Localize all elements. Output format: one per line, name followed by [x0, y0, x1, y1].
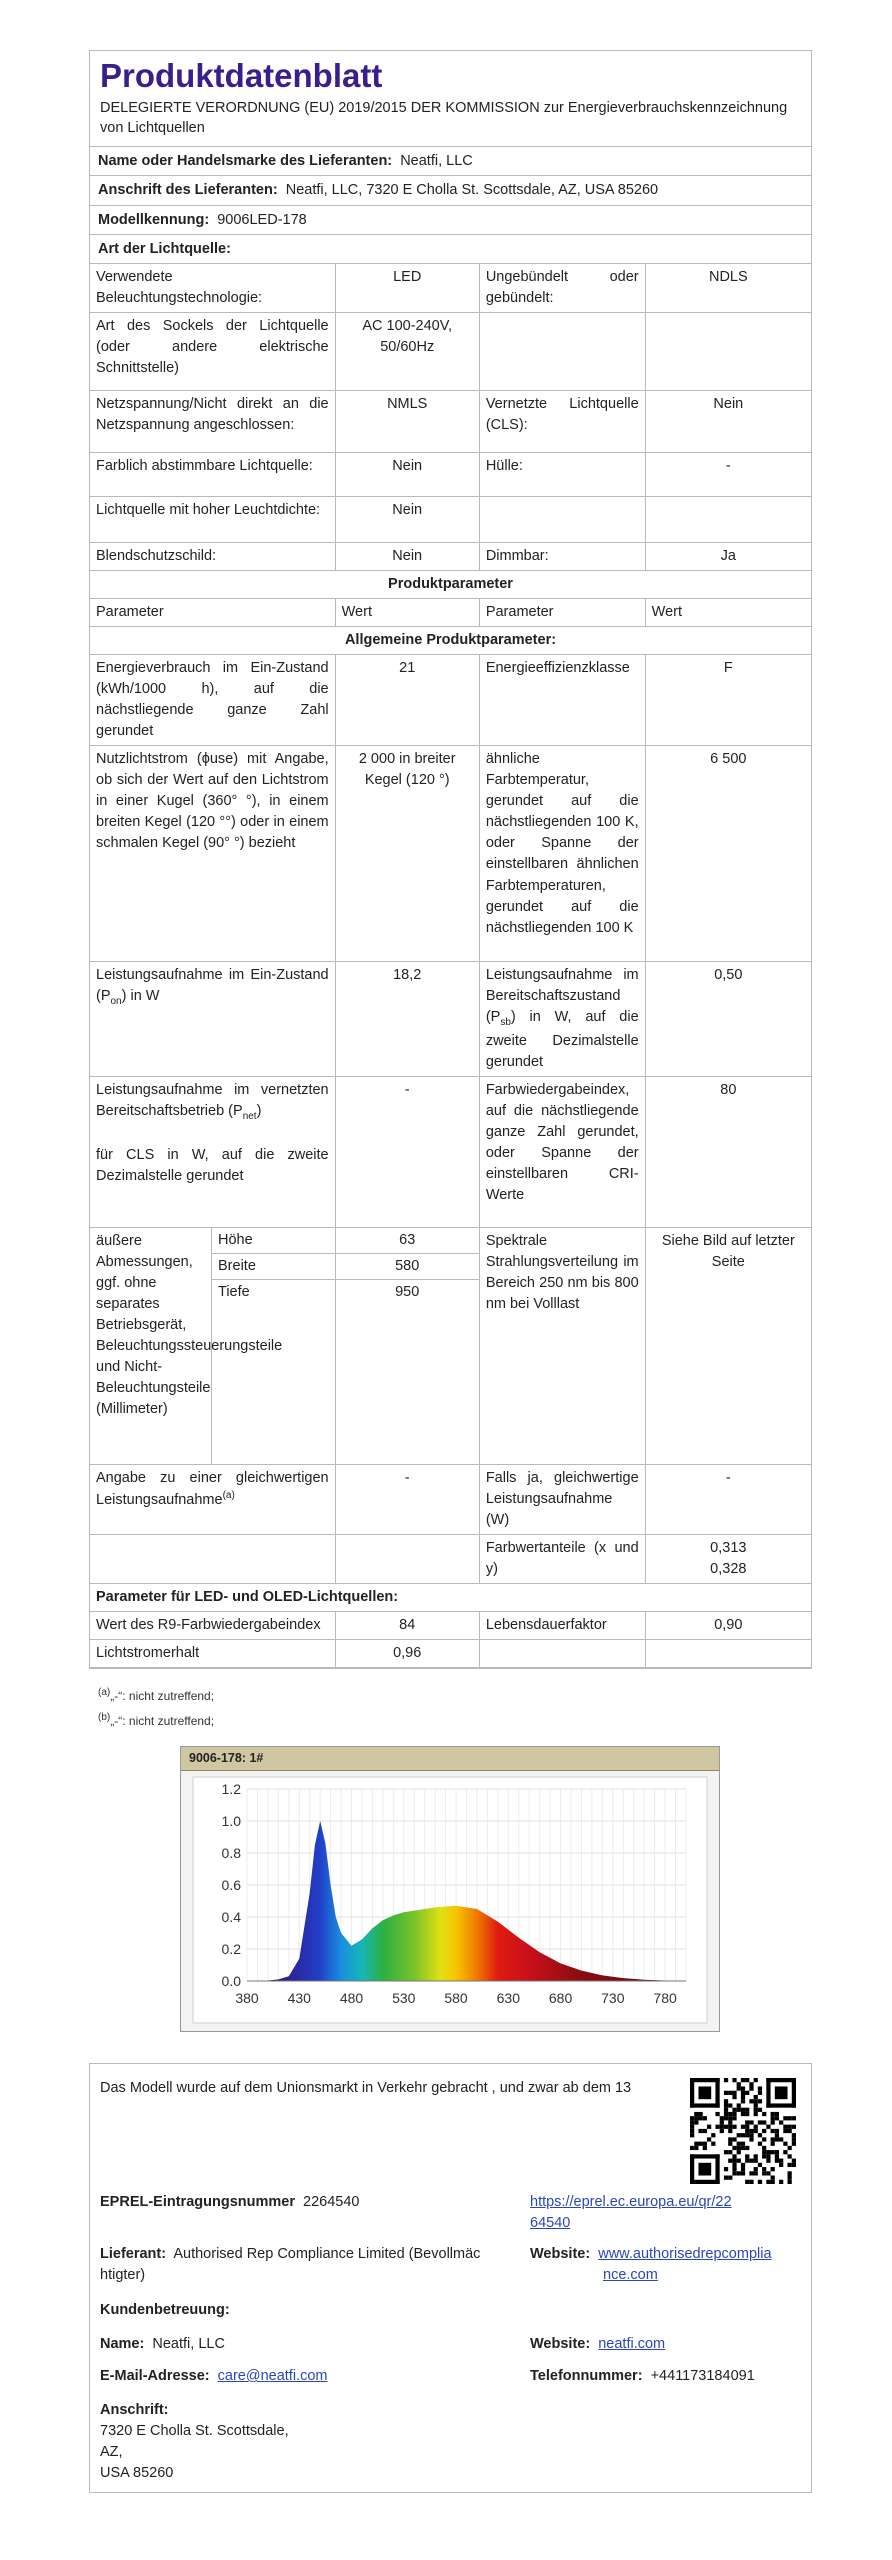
param-label: Nutzlichtstrom (ϕuse) mit Angabe, ob sich der Wert auf den Lichtstrom in einer Kugel (360° °), in einem breiten Kegel (120 °°) oder in einem schmalen Kegel (90° °) bezieht [90, 746, 335, 962]
supplier-address-label: Anschrift des Lieferanten: [98, 182, 278, 199]
footnote: $^{(b)}$„-“: nicht zutreffend; [98, 1711, 215, 1728]
param-value: - [645, 1464, 811, 1534]
col-header-param: Parameter [90, 599, 335, 627]
param-label: Ungebündelt oder gebündelt: [479, 264, 645, 313]
param-value: 80 [645, 1076, 811, 1227]
supplier-name-value: Neatfi, LLC [400, 153, 473, 170]
general-params-heading: Allgemeine Produktparameter: [90, 627, 811, 655]
param-label: Lebensdauerfaktor [479, 1611, 645, 1639]
param-label: Energieeffizienzklasse [479, 655, 645, 746]
y-tick-label: 0.0 [221, 1973, 241, 1989]
table-row [90, 1534, 811, 1583]
service-phone: Telefonnummer: +441173184091 [530, 2368, 755, 2384]
eprel-line: EPREL-Eintragungsnummer 2264540 [100, 2194, 360, 2210]
service-website: Website: neatfi.com [530, 2336, 666, 2352]
param-value: NDLS [645, 264, 811, 313]
page-title: Produktdatenblatt [100, 57, 383, 94]
param-value: 0,90 [645, 1611, 811, 1639]
param-value: - [335, 1076, 479, 1227]
param-value: Nein [335, 497, 479, 543]
supplier-name-line [90, 147, 811, 176]
param-value: - [335, 1464, 479, 1534]
param-label: Farbwiedergabeindex, auf die nächstliegende ganze Zahl gerundet, oder Spanne der einstellbaren CRI-Werte [479, 1076, 645, 1227]
depth-label: Tiefe [218, 1283, 250, 1300]
spec-table [90, 264, 811, 1668]
param-value: 6 500 [645, 746, 811, 962]
eprel-footer [89, 2063, 812, 2493]
param-label [479, 313, 645, 391]
table-row [90, 1639, 811, 1667]
supplier-address-line [90, 176, 811, 205]
width-value: 580 [336, 1254, 479, 1280]
x-tick-label: 430 [287, 1990, 311, 2006]
col-header-param: Parameter [479, 599, 645, 627]
param-value [645, 1639, 811, 1667]
qr-code[interactable] [690, 2078, 796, 2184]
service-email: E-Mail-Adresse: care@neatfi.com [100, 2368, 328, 2384]
service-heading: Kundenbetreuung: [100, 2302, 230, 2318]
param-value: LED [335, 264, 479, 313]
param-label: Farblich abstimmbare Lichtquelle: [90, 453, 335, 497]
dimensions-cell [90, 1227, 335, 1464]
param-value: 2 000 in breiter Kegel (120 °) [335, 746, 479, 962]
param-value: NMLS [335, 391, 479, 453]
model-value: 9006LED-178 [217, 211, 307, 228]
table-row [90, 391, 811, 453]
x-tick-label: 380 [235, 1990, 259, 2006]
table-row [90, 1227, 811, 1464]
param-label: Vernetzte Lichtquelle (CLS): [479, 391, 645, 453]
chart-caption: 9006-178: 1# [181, 1747, 719, 1771]
type-heading-text: Art der Lichtquelle: [98, 240, 231, 257]
param-label: Energieverbrauch im Ein-Zustand (kWh/1000 h), auf die nächstliegende ganze Zahl gerundet [90, 655, 335, 746]
x-tick-label: 630 [496, 1990, 520, 2006]
table-row [90, 746, 811, 962]
param-label: Netzspannung/Nicht direkt an die Netzspannung angeschlossen: [90, 391, 335, 453]
regulation-subtitle: DELEGIERTE VERORDNUNG (EU) 2019/2015 DER KOMMISSION zur Energieverbrauchskennzeichnung von Lichtquellen [100, 99, 788, 136]
y-tick-label: 1.2 [221, 1781, 241, 1797]
x-tick-label: 730 [601, 1990, 625, 2006]
dimensions-values [335, 1227, 479, 1464]
product-params-heading: Produktparameter [90, 571, 811, 599]
light-source-type-heading [90, 235, 811, 264]
param-label: Wert des R9-Farbwiedergabeindex [90, 1611, 335, 1639]
y-tick-label: 1.0 [221, 1813, 241, 1829]
param-value: Nein [335, 543, 479, 571]
supplier-line: Lieferant: Authorised Rep Compliance Limited (Bevollmäc htigter) [100, 2246, 481, 2284]
y-tick-label: 0.2 [221, 1941, 241, 1957]
param-label: Art des Sockels der Lichtquelle (oder andere elektrische Schnittstelle) [90, 313, 335, 391]
service-address: Anschrift: 7320 E Cholla St. Scottsdale, AZ, USA 85260 [100, 2402, 289, 2482]
param-label: Dimmbar: [479, 543, 645, 571]
x-tick-label: 580 [444, 1990, 468, 2006]
table-row [90, 1464, 811, 1534]
param-value: Nein [335, 453, 479, 497]
x-tick-label: 480 [339, 1990, 364, 2006]
y-tick-label: 0.4 [221, 1909, 241, 1925]
param-value: 84 [335, 1611, 479, 1639]
param-label: Angabe zu einer gleichwertigen Leistungsaufnahme$^{(a)}$ [90, 1464, 335, 1534]
service-name: Name: Neatfi, LLC [100, 2336, 225, 2352]
market-text: Das Modell wurde auf dem Unionsmarkt in Verkehr gebracht , und zwar ab dem 13 [100, 2080, 632, 2096]
param-label: Verwendete Beleuchtungstechnologie: [90, 264, 335, 313]
table-row [90, 453, 811, 497]
led-params-heading: Parameter für LED- und OLED-Lichtquellen: [90, 1583, 811, 1611]
model-line [90, 206, 811, 235]
param-value: AC 100-240V, 50/60Hz [335, 313, 479, 391]
param-value: 18,2 [335, 962, 479, 1076]
param-value [645, 313, 811, 391]
model-label: Modellkennung: [98, 211, 210, 228]
dimensions-label: äußere Abmessungen, ggf. ohne separates Betriebsgerät, Beleuchtungssteuerungsteile und Nicht-Beleuchtungsteile (Millimeter) [90, 1228, 212, 1464]
param-value: Ja [645, 543, 811, 571]
param-label: Spektrale Strahlungsverteilung im Bereich 250 nm bis 800 nm bei Volllast [479, 1227, 645, 1464]
param-value: Nein [645, 391, 811, 453]
table-row [90, 655, 811, 746]
table-row [90, 1076, 811, 1227]
param-label: Farbwertanteile (x und y) [479, 1534, 645, 1583]
footnote: $^{(a)}$„-“: nicht zutreffend; [98, 1687, 215, 1703]
param-label [479, 497, 645, 543]
table-row [90, 962, 811, 1076]
col-header-value: Wert [335, 599, 479, 627]
product-datasheet [89, 50, 812, 1669]
param-label: Lichtstromerhalt [90, 1639, 335, 1667]
table-row [90, 497, 811, 543]
x-tick-label: 680 [548, 1990, 573, 2006]
spectrum-chart [180, 1746, 720, 2032]
param-value: 0,313 0,328 [645, 1534, 811, 1583]
param-label: Leistungsaufnahme im Bereitschaftszustand $(P_{sb})$ in W, auf die zweite Dezimalstelle gerundet [479, 962, 645, 1076]
height-value: 63 [336, 1228, 479, 1254]
datasheet-header [90, 51, 811, 147]
param-value: - [645, 453, 811, 497]
neatfi-link[interactable]: neatfi.com [598, 2336, 666, 2352]
param-value: F [645, 655, 811, 746]
supplier-address-value: Neatfi, LLC, 7320 E Cholla St. Scottsdale, AZ, USA 85260 [285, 182, 659, 199]
supplier-name-label: Name oder Handelsmarke des Lieferanten: [98, 153, 393, 170]
email-link[interactable]: care@neatfi.com [217, 2368, 328, 2384]
table-row [90, 264, 811, 313]
footnotes [98, 1683, 214, 1733]
param-value: Siehe Bild auf letzter Seite [645, 1227, 811, 1464]
x-tick-label: 530 [392, 1990, 416, 2006]
param-label: ähnliche Farbtemperatur, gerundet auf die nächstliegenden 100 K, oder Spanne der einstellbaren ähnlichen Farbtemperaturen, gerundet auf die nächstliegenden 100 K [479, 746, 645, 962]
param-value [645, 497, 811, 543]
height-label: Höhe [212, 1228, 335, 1254]
x-tick-label: 780 [653, 1990, 677, 2006]
param-value: 0,96 [335, 1639, 479, 1667]
eprel-link[interactable]: https://eprel.ec.europa.eu/qr/22 64540 [530, 2194, 732, 2232]
table-row [90, 543, 811, 571]
param-value: 0,50 [645, 962, 811, 1076]
param-label: Blendschutzschild: [90, 543, 335, 571]
param-label: Leistungsaufnahme im Ein-Zustand $(P_{on})$ in W [90, 962, 335, 1076]
supplier-website: Website: www.authorisedrepcomplia nce.com [530, 2246, 772, 2284]
param-label: Falls ja, gleichwertige Leistungsaufnahme (W) [479, 1464, 645, 1534]
y-tick-label: 0.6 [221, 1877, 241, 1893]
supplier-website-link[interactable]: www.authorisedrepcomplia [598, 2246, 772, 2262]
depth-value: 950 [395, 1283, 420, 1300]
param-label: Hülle: [479, 453, 645, 497]
col-header-value: Wert [645, 599, 811, 627]
param-value: 21 [335, 655, 479, 746]
param-label: Lichtquelle mit hoher Leuchtdichte: [90, 497, 335, 543]
y-tick-label: 0.8 [221, 1845, 241, 1861]
spectrum-plot [181, 1771, 719, 2031]
param-label: Leistungsaufnahme im vernetzten Bereitschaftsbetrieb $(P_{net})$ für CLS in W, auf die zweite Dezimalstelle gerundet [90, 1076, 335, 1227]
plot-frame [193, 1777, 707, 2023]
table-row [90, 313, 811, 391]
param-label [479, 1639, 645, 1667]
width-label: Breite [212, 1254, 335, 1280]
table-row [90, 1611, 811, 1639]
